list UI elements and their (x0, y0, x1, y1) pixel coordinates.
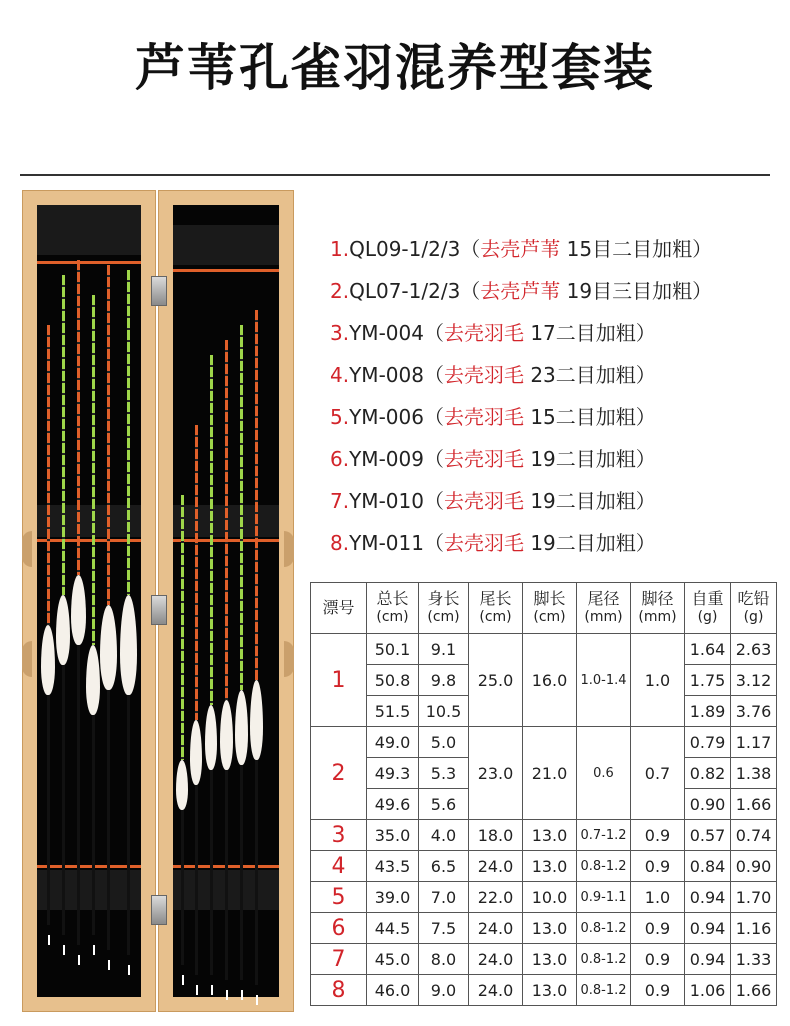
header-label: 脚长 (533, 589, 566, 608)
float-number-cell: 4 (311, 851, 367, 882)
float-body (235, 690, 248, 765)
body-length-cell: 4.0 (419, 820, 469, 851)
float-tail (181, 495, 184, 760)
header-label: 尾长 (479, 589, 512, 608)
header-unit: (mm) (638, 609, 677, 625)
header-unit: (g) (743, 609, 764, 625)
foot-length-cell: 13.0 (523, 944, 577, 975)
tail-diameter-cell: 0.7-1.2 (577, 820, 631, 851)
tail-length-cell: 24.0 (469, 944, 523, 975)
total-length-cell: 45.0 (367, 944, 419, 975)
list-item: 8.YM-011（去壳羽毛 19二目加粗） (330, 531, 656, 555)
weight-cell: 0.57 (685, 820, 731, 851)
weight-cell: 0.82 (685, 758, 731, 789)
float-foot (181, 810, 184, 965)
tail-length-cell: 23.0 (469, 727, 523, 820)
hinge-top (151, 276, 167, 306)
float-foot-tip (241, 990, 243, 1000)
float-foot (195, 785, 198, 975)
foot-diameter-cell: 0.9 (631, 944, 685, 975)
tail-diameter-cell: 1.0-1.4 (577, 634, 631, 727)
float-number-cell: 2 (311, 727, 367, 820)
header-cell (577, 583, 631, 634)
table-row (311, 820, 777, 851)
body-length-cell: 7.0 (419, 882, 469, 913)
float-foot-tip (182, 975, 184, 985)
header-unit: (g) (697, 609, 718, 625)
float-number-cell: 6 (311, 913, 367, 944)
total-length-cell: 49.0 (367, 727, 419, 758)
float-tail (62, 275, 65, 595)
spec-table (310, 582, 777, 1006)
tail-diameter-cell: 0.9-1.1 (577, 882, 631, 913)
header-label: 自重 (691, 589, 724, 608)
tail-diameter-cell: 0.8-1.2 (577, 975, 631, 1006)
float-tail (47, 325, 50, 625)
tail-length-cell: 25.0 (469, 634, 523, 727)
list-item: 7.YM-010（去壳羽毛 19二目加粗） (330, 489, 656, 513)
total-length-cell: 43.5 (367, 851, 419, 882)
lead-cell: 1.16 (731, 913, 777, 944)
tail-diameter-cell: 0.8-1.2 (577, 944, 631, 975)
float-tail (240, 325, 243, 690)
body-length-cell: 8.0 (419, 944, 469, 975)
box-left-panel (22, 190, 156, 1012)
foam-top (37, 205, 141, 255)
total-length-cell: 39.0 (367, 882, 419, 913)
body-length-cell: 5.6 (419, 789, 469, 820)
header-cell (523, 583, 577, 634)
total-length-cell: 51.5 (367, 696, 419, 727)
header-cell (311, 583, 367, 634)
divider (20, 174, 770, 176)
float-tail (77, 260, 80, 575)
tail-length-cell: 18.0 (469, 820, 523, 851)
weight-cell: 0.90 (685, 789, 731, 820)
lead-cell: 1.66 (731, 789, 777, 820)
header-cell (631, 583, 685, 634)
foam-top-right (173, 225, 279, 265)
foot-diameter-cell: 1.0 (631, 882, 685, 913)
foot-diameter-cell: 0.9 (631, 913, 685, 944)
body-length-cell: 10.5 (419, 696, 469, 727)
table-header-row (311, 583, 777, 634)
box-right-panel (158, 190, 294, 1012)
page-title: 芦苇孔雀羽混养型套装 (135, 39, 655, 97)
lead-cell: 1.33 (731, 944, 777, 975)
float-tail (195, 425, 198, 720)
weight-cell: 0.94 (685, 944, 731, 975)
float-body (250, 680, 263, 760)
tail-diameter-cell: 0.6 (577, 727, 631, 820)
float-foot-tip (128, 965, 130, 975)
float-tail (107, 265, 110, 605)
float-number-cell: 5 (311, 882, 367, 913)
foot-diameter-cell: 0.9 (631, 820, 685, 851)
float-body (71, 575, 86, 645)
header-cell (731, 583, 777, 634)
float-foot (225, 770, 228, 980)
lead-cell: 3.12 (731, 665, 777, 696)
body-length-cell: 5.0 (419, 727, 469, 758)
float-foot-tip (63, 945, 65, 955)
list-item: 1.QL09-1/2/3（去壳芦苇 15目二目加粗） (330, 237, 713, 261)
total-length-cell: 50.8 (367, 665, 419, 696)
float-tail (92, 295, 95, 645)
lead-cell: 2.63 (731, 634, 777, 665)
lead-cell: 1.17 (731, 727, 777, 758)
header-label: 总长 (376, 589, 409, 608)
body-length-cell: 9.0 (419, 975, 469, 1006)
foot-length-cell: 16.0 (523, 634, 577, 727)
foot-length-cell: 21.0 (523, 727, 577, 820)
foam-middle (37, 505, 141, 537)
float-number-cell: 8 (311, 975, 367, 1006)
product-list (330, 228, 780, 564)
weight-cell: 0.94 (685, 882, 731, 913)
float-foot (62, 665, 65, 935)
float-foot-tip (256, 995, 258, 1005)
float-tail (210, 355, 213, 705)
list-item: 3.YM-004（去壳羽毛 17二目加粗） (330, 321, 656, 345)
table-row (311, 882, 777, 913)
table-row (311, 975, 777, 1006)
float-foot-tip (78, 955, 80, 965)
float-body (86, 645, 100, 715)
header-label: 吃铅 (737, 589, 770, 608)
table-row (311, 944, 777, 975)
float-foot-tip (93, 945, 95, 955)
float-body (56, 595, 70, 665)
float-foot (210, 770, 213, 975)
float-body (100, 605, 117, 690)
header-unit: (mm) (584, 609, 623, 625)
header-unit: (cm) (479, 609, 512, 625)
float-body (190, 720, 202, 785)
float-body (205, 705, 217, 770)
header-cell (419, 583, 469, 634)
weight-cell: 1.75 (685, 665, 731, 696)
float-foot (107, 690, 110, 950)
float-box-image (22, 190, 294, 1012)
body-length-cell: 9.1 (419, 634, 469, 665)
foot-length-cell: 13.0 (523, 851, 577, 882)
float-body (176, 760, 188, 810)
lead-cell: 1.38 (731, 758, 777, 789)
tail-diameter-cell: 0.8-1.2 (577, 913, 631, 944)
weight-cell: 0.94 (685, 913, 731, 944)
float-foot-tip (211, 985, 213, 995)
float-foot (47, 695, 50, 925)
lead-cell: 1.66 (731, 975, 777, 1006)
list-item: 4.YM-008（去壳羽毛 23二目加粗） (330, 363, 656, 387)
foot-length-cell: 13.0 (523, 913, 577, 944)
total-length-cell: 44.5 (367, 913, 419, 944)
weight-cell: 1.06 (685, 975, 731, 1006)
body-length-cell: 7.5 (419, 913, 469, 944)
float-foot-tip (196, 985, 198, 995)
total-length-cell: 49.6 (367, 789, 419, 820)
foot-diameter-cell: 0.9 (631, 851, 685, 882)
foot-length-cell: 13.0 (523, 975, 577, 1006)
foam-bottom (37, 870, 141, 910)
header-unit: (cm) (427, 609, 460, 625)
header-cell (469, 583, 523, 634)
float-foot (92, 715, 95, 935)
header-unit: (cm) (376, 609, 409, 625)
list-item: 5.YM-006（去壳羽毛 15二目加粗） (330, 405, 656, 429)
float-foot-tip (226, 990, 228, 1000)
foot-length-cell: 10.0 (523, 882, 577, 913)
foot-diameter-cell: 1.0 (631, 634, 685, 727)
list-item: 2.QL07-1/2/3（去壳芦苇 19目三目加粗） (330, 279, 713, 303)
float-foot (240, 765, 243, 980)
list-item: 6.YM-009（去壳羽毛 19二目加粗） (330, 447, 656, 471)
foot-diameter-cell: 0.9 (631, 975, 685, 1006)
total-length-cell: 46.0 (367, 975, 419, 1006)
header-cell (367, 583, 419, 634)
tail-length-cell: 24.0 (469, 913, 523, 944)
table-row (311, 727, 777, 758)
header-label: 尾径 (587, 589, 620, 608)
table-row (311, 851, 777, 882)
foot-diameter-cell: 0.7 (631, 727, 685, 820)
hinge-bottom (151, 895, 167, 925)
float-tail (255, 310, 258, 680)
float-number-cell: 1 (311, 634, 367, 727)
float-tail (225, 340, 228, 700)
table-row (311, 913, 777, 944)
float-foot (127, 695, 130, 955)
lead-cell: 0.74 (731, 820, 777, 851)
lead-cell: 3.76 (731, 696, 777, 727)
header-label: 身长 (427, 589, 460, 608)
header-label: 漂号 (322, 598, 355, 617)
float-tail (127, 270, 130, 595)
body-length-cell: 9.8 (419, 665, 469, 696)
foot-length-cell: 13.0 (523, 820, 577, 851)
tail-length-cell: 24.0 (469, 851, 523, 882)
weight-cell: 1.64 (685, 634, 731, 665)
body-length-cell: 6.5 (419, 851, 469, 882)
tail-length-cell: 24.0 (469, 975, 523, 1006)
float-number-cell: 3 (311, 820, 367, 851)
float-body (220, 700, 233, 770)
tail-diameter-cell: 0.8-1.2 (577, 851, 631, 882)
total-length-cell: 49.3 (367, 758, 419, 789)
body-length-cell: 5.3 (419, 758, 469, 789)
tail-length-cell: 22.0 (469, 882, 523, 913)
header-unit: (cm) (533, 609, 566, 625)
float-foot (255, 760, 258, 985)
float-foot-tip (48, 935, 50, 945)
float-number-cell: 7 (311, 944, 367, 975)
total-length-cell: 50.1 (367, 634, 419, 665)
header-cell (685, 583, 731, 634)
float-body (120, 595, 137, 695)
float-foot (77, 645, 80, 945)
header-label: 脚径 (641, 589, 674, 608)
float-foot-tip (108, 960, 110, 970)
float-body (41, 625, 55, 695)
lead-cell: 1.70 (731, 882, 777, 913)
weight-cell: 0.84 (685, 851, 731, 882)
hinge-middle (151, 595, 167, 625)
table-row (311, 634, 777, 665)
weight-cell: 0.79 (685, 727, 731, 758)
total-length-cell: 35.0 (367, 820, 419, 851)
lead-cell: 0.90 (731, 851, 777, 882)
weight-cell: 1.89 (685, 696, 731, 727)
